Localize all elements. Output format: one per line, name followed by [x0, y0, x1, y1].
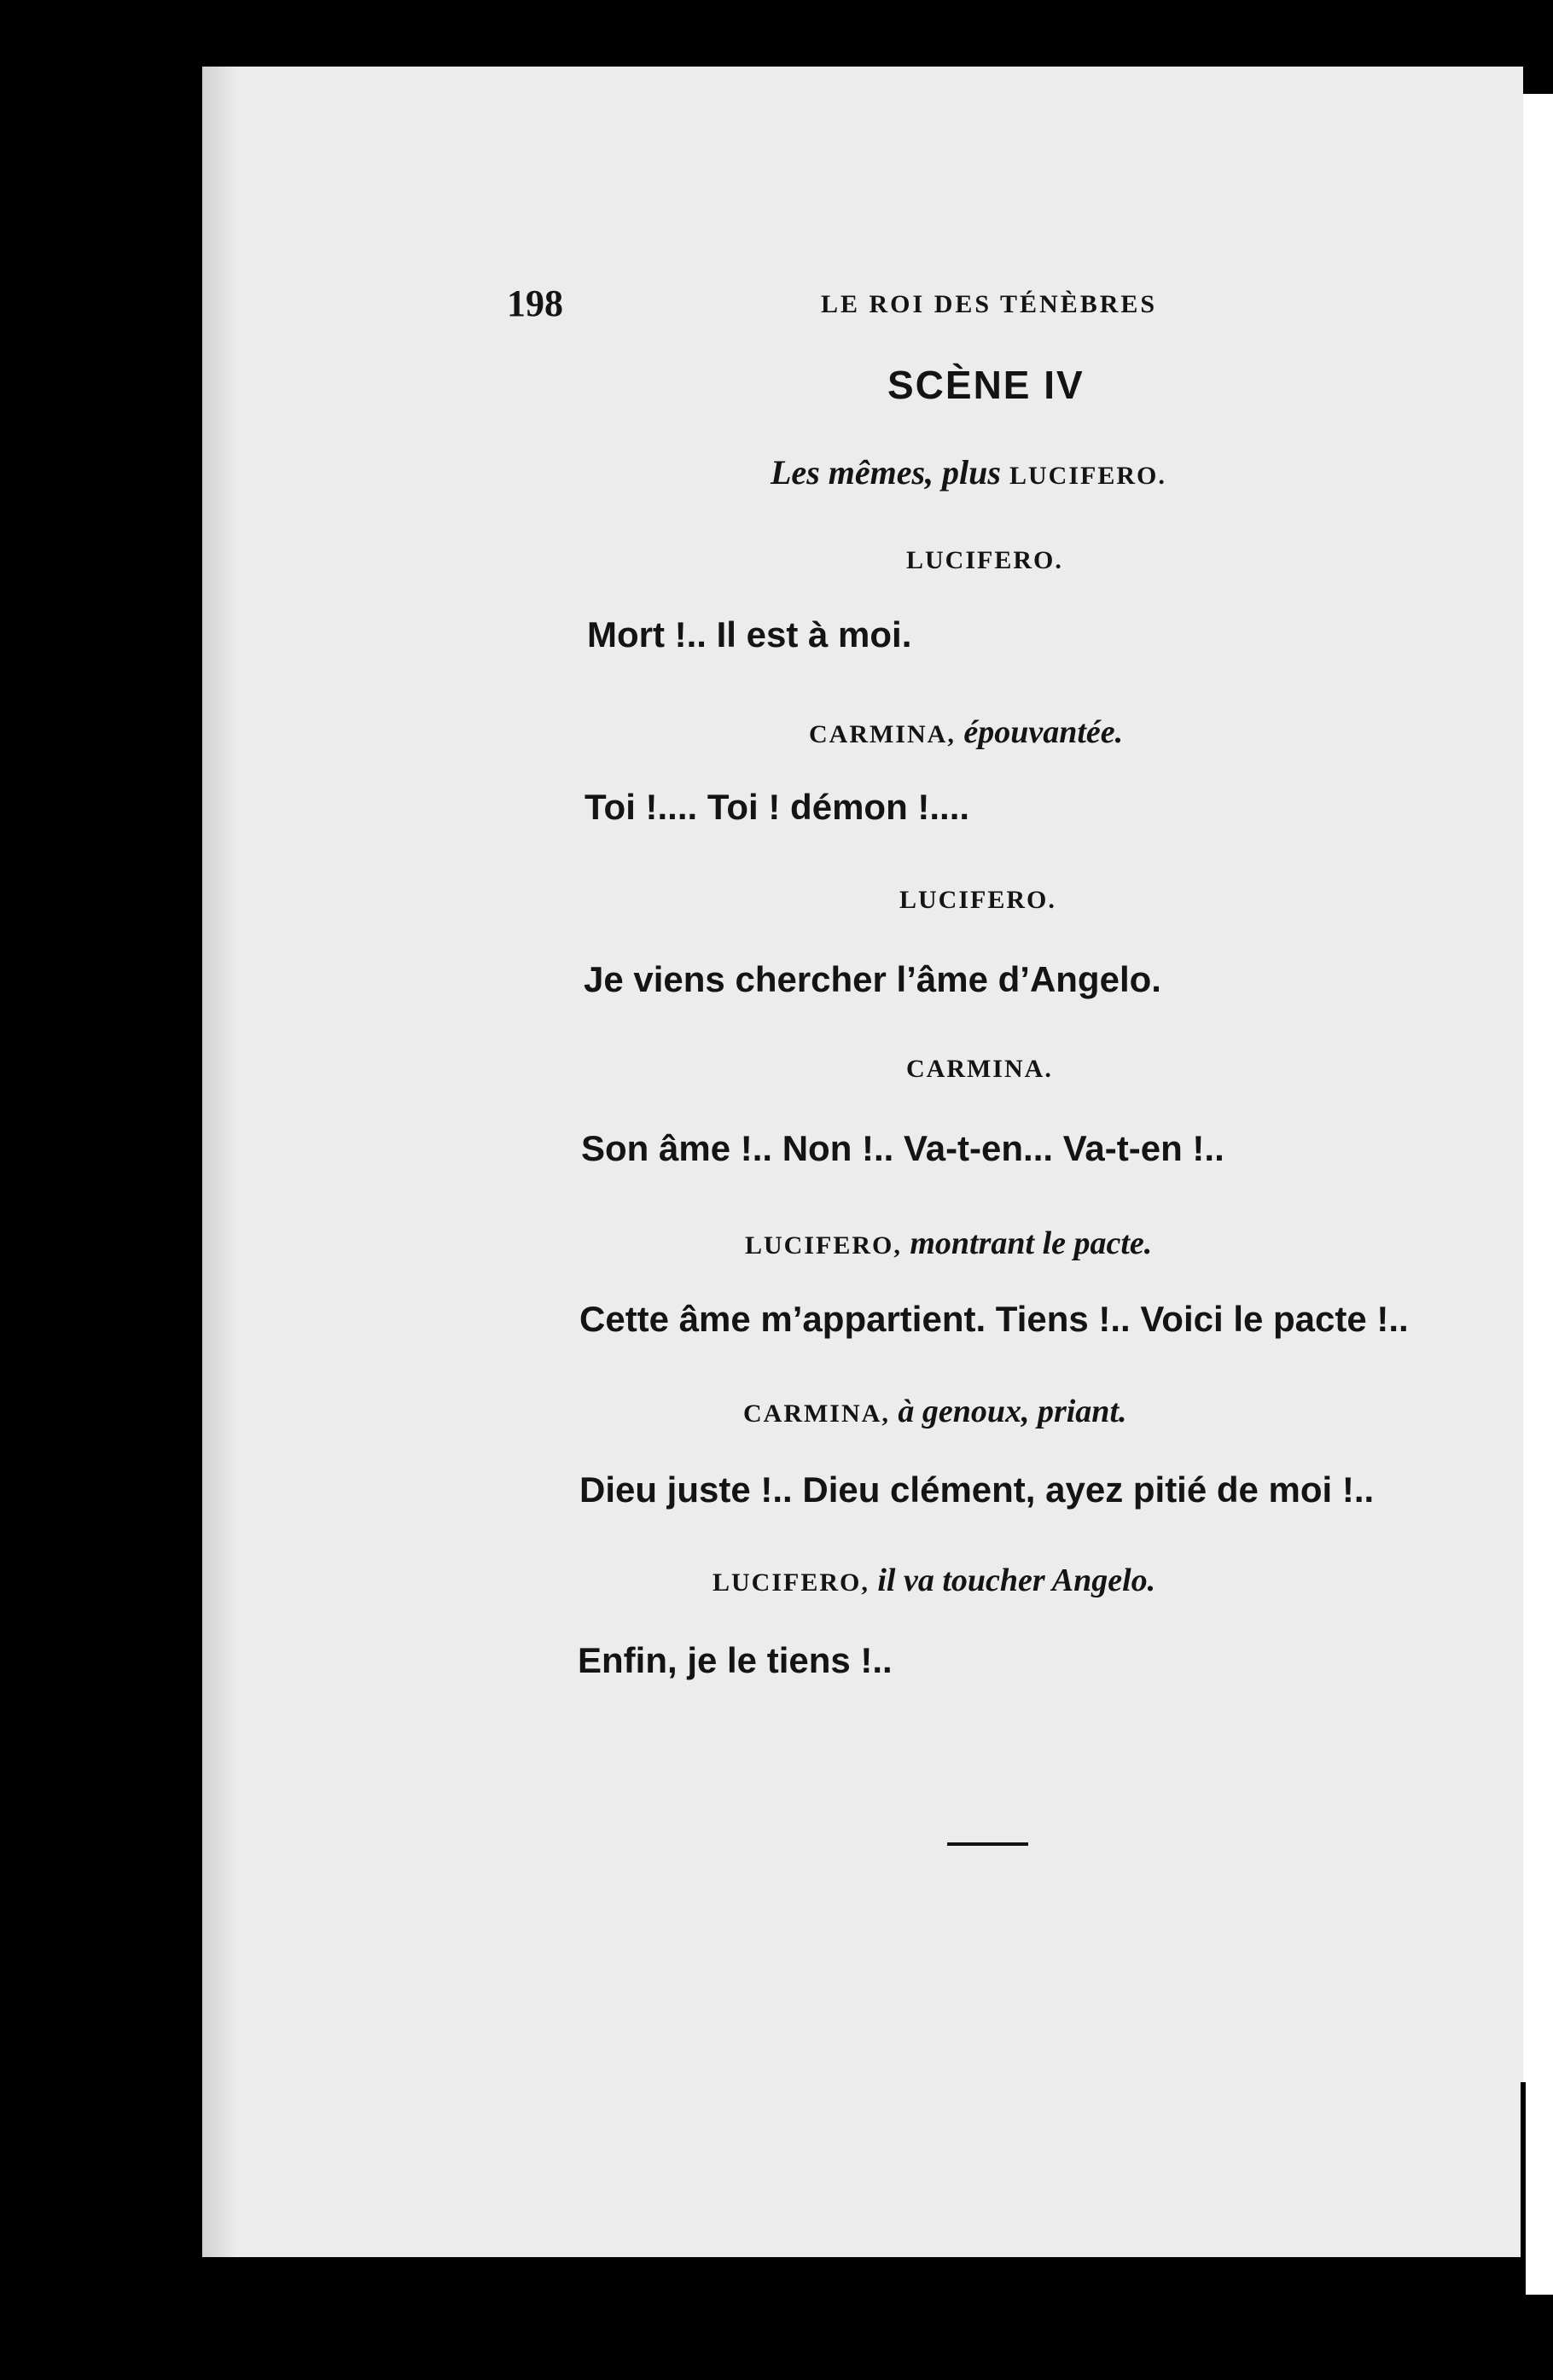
stage-direction-italic: Les mêmes, plus	[771, 453, 1001, 492]
scene-title: SCÈNE IV	[887, 363, 1085, 407]
speaker-label	[713, 1562, 1155, 1599]
speaker-label	[745, 1225, 1152, 1262]
dialogue-line: Je viens chercher l’âme d’Angelo.	[584, 959, 1161, 999]
speaker-label	[809, 713, 1123, 751]
speaker-label	[906, 1055, 1053, 1084]
speaker-label	[743, 1393, 1127, 1430]
speaker-label	[899, 886, 1056, 915]
speaker-name: CARMINA.	[906, 1055, 1053, 1083]
page-edge-shadow	[1521, 2082, 1526, 2296]
dialogue-line: Enfin, je le tiens !..	[578, 1640, 893, 1680]
speaker-direction: il va toucher Angelo.	[877, 1562, 1156, 1598]
dialogue-line: Toi !.... Toi ! démon !....	[585, 787, 970, 827]
dialogue-line: Mort !.. Il est à moi.	[587, 614, 912, 655]
speaker-name: LUCIFERO.	[906, 546, 1063, 574]
stage-direction-name: LUCIFERO.	[1009, 462, 1166, 490]
speaker-name: LUCIFERO,	[745, 1231, 902, 1260]
end-of-scene-rule	[947, 1842, 1028, 1846]
stage-direction	[771, 452, 1166, 492]
speaker-label	[906, 546, 1063, 575]
speaker-name: LUCIFERO,	[713, 1568, 870, 1597]
speaker-direction: montrant le pacte.	[910, 1225, 1153, 1261]
dialogue-line: Dieu juste !.. Dieu clément, ayez pitié de moi !..	[579, 1469, 1375, 1510]
dialogue-line: Son âme !.. Non !.. Va-t-en... Va-t-en !..	[581, 1128, 1224, 1168]
speaker-name: CARMINA,	[809, 720, 956, 748]
dialogue-line: Cette âme m’appartient. Tiens !.. Voici le pacte !..	[579, 1299, 1409, 1339]
speaker-name: LUCIFERO.	[899, 886, 1056, 914]
speaker-direction: épouvantée.	[963, 714, 1124, 750]
speaker-name: CARMINA,	[743, 1399, 890, 1428]
speaker-direction: à genoux, priant.	[898, 1394, 1127, 1429]
running-head: LE ROI DES TÉNÈBRES	[821, 290, 1158, 318]
page-number: 198	[507, 282, 563, 324]
right-margin-strip	[1523, 94, 1553, 2295]
